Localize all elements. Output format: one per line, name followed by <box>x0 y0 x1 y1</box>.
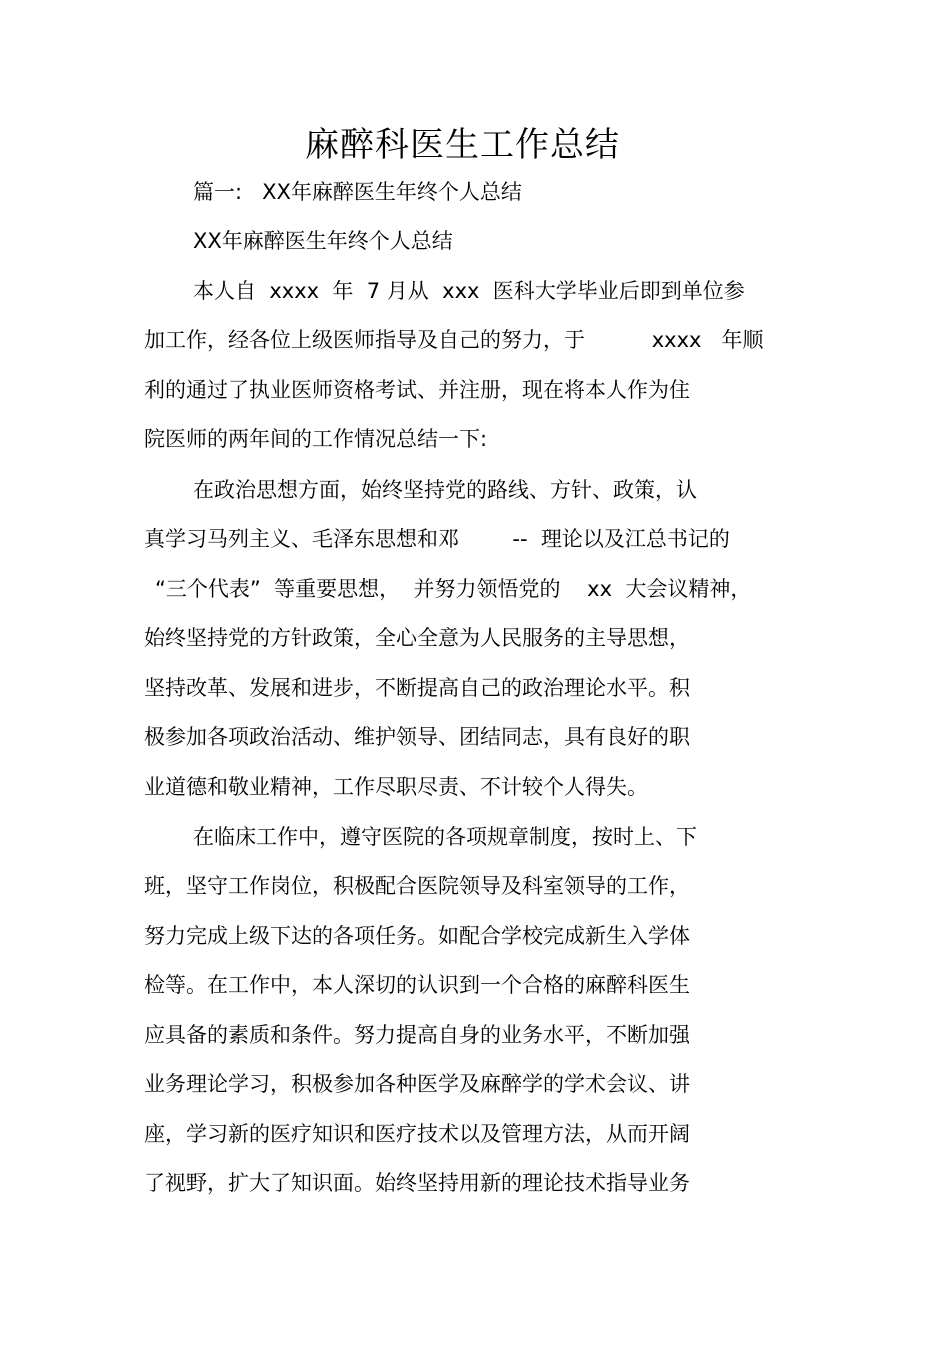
paragraph-2-line-5: 坚持改革、发展和进步，不断提高自己的政治理论水平。积 <box>144 676 690 700</box>
paragraph-2-line-4: 始终坚持党的方针政策，全心全意为人民服务的主导思想， <box>144 626 690 650</box>
paragraph-1-line-4: 院医师的两年间的工作情况总结一下: <box>144 427 488 451</box>
paragraph-2-line-3: “三个代表” 等重要思想， 并努力领悟党的 xx 大会议精神， <box>155 577 752 601</box>
paragraph-3-line-5: 应具备的素质和条件。努力提高自身的业务水平，不断加强 <box>144 1023 690 1047</box>
paragraph-3-line-7: 座，学习新的医疗知识和医疗技术以及管理方法，从而开阔 <box>144 1122 690 1146</box>
paragraph-2-line-1: 在政治思想方面，始终坚持党的路线、方针、政策，认 <box>193 478 697 502</box>
paragraph-3-line-2: 班，坚守工作岗位，积极配合医院领导及科室领导的工作， <box>144 874 690 898</box>
paragraph-1-line-1: 本人自 xxxx 年 7 月从 xxx 医科大学毕业后即到单位参 <box>193 279 745 303</box>
section-heading: 篇一: XX年麻醉医生年终个人总结 <box>193 180 522 204</box>
section-subheading: XX年麻醉医生年终个人总结 <box>193 229 453 253</box>
document-title: 麻醉科医生工作总结 <box>305 125 620 165</box>
paragraph-3-line-4: 检等。在工作中，本人深切的认识到一个合格的麻醉科医生 <box>144 973 690 997</box>
paragraph-3-line-8: 了视野，扩大了知识面。始终坚持用新的理论技术指导业务 <box>144 1171 690 1195</box>
paragraph-1-line-3: 利的通过了执业医师资格考试、并注册，现在将本人作为住 <box>144 378 690 402</box>
paragraph-3-line-6: 业务理论学习，积极参加各种医学及麻醉学的学术会议、讲 <box>144 1072 690 1096</box>
paragraph-1-line-2: 加工作，经各位上级医师指导及自己的努力，于 xxxx 年顺 <box>144 328 764 352</box>
paragraph-3-line-3: 努力完成上级下达的各项任务。如配合学校完成新生入学体 <box>144 924 690 948</box>
paragraph-2-line-7: 业道德和敬业精神，工作尽职尽责、不计较个人得失。 <box>144 775 648 799</box>
paragraph-2-line-6: 极参加各项政治活动、维护领导、团结同志，具有良好的职 <box>144 725 690 749</box>
paragraph-2-line-2: 真学习马列主义、毛泽东思想和邓 -- 理论以及江总书记的 <box>144 527 730 551</box>
paragraph-3-line-1: 在临床工作中，遵守医院的各项规章制度，按时上、下 <box>193 825 697 849</box>
